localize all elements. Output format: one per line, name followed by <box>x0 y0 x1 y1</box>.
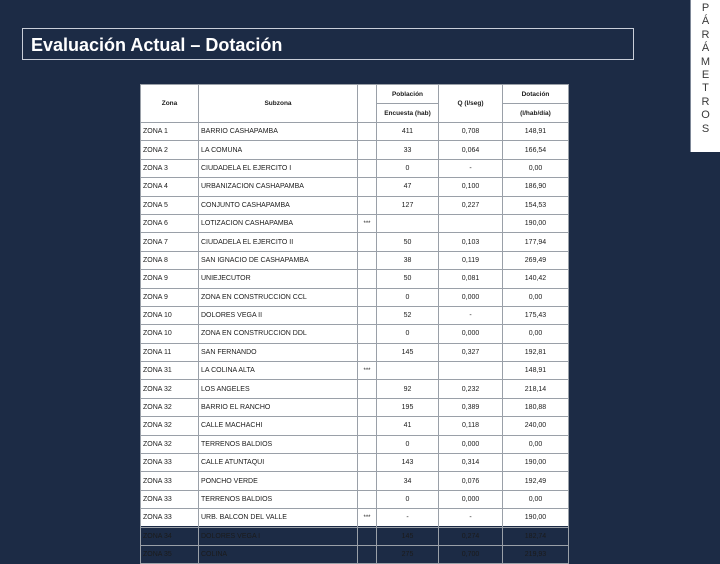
row-poblacion: 145 <box>377 527 439 545</box>
row-subzona: URBANIZACION CASHAPAMBA <box>199 178 358 196</box>
row-subzona: ZONA EN CONSTRUCCION DDL <box>199 325 358 343</box>
row-q: 0,100 <box>439 178 503 196</box>
row-poblacion: 411 <box>377 123 439 141</box>
table-row <box>141 472 569 490</box>
side-tab-letter: O <box>701 109 710 122</box>
row-mark: *** <box>358 509 377 527</box>
parametros-side-tab[interactable] <box>690 0 720 152</box>
row-poblacion: 0 <box>377 325 439 343</box>
table-row <box>141 417 569 435</box>
row-subzona: BARRIO CASHAPAMBA <box>199 123 358 141</box>
row-zona: ZONA 33 <box>141 509 199 527</box>
row-subzona: ZONA EN CONSTRUCCION CCL <box>199 288 358 306</box>
row-q: 0,327 <box>439 343 503 361</box>
header-poblacion-sub: Encuesta (hab) <box>377 104 439 123</box>
row-mark <box>358 490 377 508</box>
row-mark <box>358 527 377 545</box>
row-zona: ZONA 33 <box>141 454 199 472</box>
table-row <box>141 435 569 453</box>
row-zona: ZONA 31 <box>141 362 199 380</box>
row-poblacion: 47 <box>377 178 439 196</box>
row-mark <box>358 196 377 214</box>
table-row <box>141 490 569 508</box>
row-poblacion: - <box>377 509 439 527</box>
row-q: 0,000 <box>439 325 503 343</box>
row-dotacion: 218,14 <box>503 380 569 398</box>
row-zona: ZONA 9 <box>141 288 199 306</box>
row-dotacion: 269,49 <box>503 251 569 269</box>
row-poblacion: 50 <box>377 270 439 288</box>
table-row <box>141 509 569 527</box>
row-dotacion: 175,43 <box>503 306 569 324</box>
row-mark <box>358 417 377 435</box>
row-dotacion: 186,90 <box>503 178 569 196</box>
table-row <box>141 214 569 232</box>
row-poblacion: 143 <box>377 454 439 472</box>
row-dotacion: 190,00 <box>503 454 569 472</box>
row-zona: ZONA 6 <box>141 214 199 232</box>
row-mark <box>358 398 377 416</box>
table-row <box>141 178 569 196</box>
header-subzona: Subzona <box>199 85 358 123</box>
row-subzona: CALLE ATUNTAQUI <box>199 454 358 472</box>
row-zona: ZONA 34 <box>141 527 199 545</box>
row-poblacion: 0 <box>377 490 439 508</box>
row-zona: ZONA 9 <box>141 270 199 288</box>
row-zona: ZONA 32 <box>141 435 199 453</box>
table-row <box>141 306 569 324</box>
row-dotacion: 177,94 <box>503 233 569 251</box>
row-subzona: CIUDADELA EL EJERCITO I <box>199 159 358 177</box>
row-zona: ZONA 4 <box>141 178 199 196</box>
row-mark: *** <box>358 362 377 380</box>
table-row <box>141 398 569 416</box>
header-poblacion: Población <box>377 85 439 104</box>
row-q: 0,274 <box>439 527 503 545</box>
row-zona: ZONA 2 <box>141 141 199 159</box>
row-zona: ZONA 33 <box>141 490 199 508</box>
row-poblacion: 0 <box>377 288 439 306</box>
row-mark <box>358 141 377 159</box>
row-poblacion: 33 <box>377 141 439 159</box>
row-subzona: TERRENOS BALDIOS <box>199 490 358 508</box>
row-zona: ZONA 32 <box>141 398 199 416</box>
header-zona: Zona <box>141 85 199 123</box>
row-q: 0,700 <box>439 545 503 563</box>
row-poblacion <box>377 214 439 232</box>
row-subzona: CALLE MACHACHI <box>199 417 358 435</box>
row-zona: ZONA 32 <box>141 417 199 435</box>
side-tab-letter: T <box>702 82 709 95</box>
row-q: 0,081 <box>439 270 503 288</box>
row-dotacion: 182,74 <box>503 527 569 545</box>
row-zona: ZONA 35 <box>141 545 199 563</box>
row-q: 0,227 <box>439 196 503 214</box>
row-zona: ZONA 5 <box>141 196 199 214</box>
dotacion-table <box>140 84 569 564</box>
row-subzona: PONCHO VERDE <box>199 472 358 490</box>
table-row <box>141 270 569 288</box>
row-dotacion: 192,81 <box>503 343 569 361</box>
row-subzona: CIUDADELA EL EJERCITO II <box>199 233 358 251</box>
row-poblacion: 52 <box>377 306 439 324</box>
row-mark <box>358 270 377 288</box>
row-subzona: SAN IGNACIO DE CASHAPAMBA <box>199 251 358 269</box>
table-row <box>141 159 569 177</box>
row-poblacion: 0 <box>377 159 439 177</box>
row-q: 0,000 <box>439 288 503 306</box>
row-dotacion: 0,00 <box>503 288 569 306</box>
row-poblacion: 127 <box>377 196 439 214</box>
row-q: - <box>439 306 503 324</box>
row-poblacion: 92 <box>377 380 439 398</box>
side-tab-letter: R <box>701 28 710 41</box>
row-poblacion <box>377 362 439 380</box>
row-zona: ZONA 3 <box>141 159 199 177</box>
row-mark: *** <box>358 214 377 232</box>
row-dotacion: 190,00 <box>503 509 569 527</box>
row-dotacion: 0,00 <box>503 490 569 508</box>
row-q: 0,389 <box>439 398 503 416</box>
row-q: 0,103 <box>439 233 503 251</box>
row-q: 0,076 <box>439 472 503 490</box>
row-dotacion: 219,93 <box>503 545 569 563</box>
row-subzona: LOS ANGELES <box>199 380 358 398</box>
row-subzona: UNIEJECUTOR <box>199 270 358 288</box>
table-row <box>141 251 569 269</box>
table-row <box>141 196 569 214</box>
table-row <box>141 527 569 545</box>
row-poblacion: 0 <box>377 435 439 453</box>
row-subzona: LA COLINA ALTA <box>199 362 358 380</box>
header-dotacion-sub: (l/hab/día) <box>503 104 569 123</box>
row-poblacion: 145 <box>377 343 439 361</box>
row-q: - <box>439 509 503 527</box>
row-dotacion: 0,00 <box>503 435 569 453</box>
row-mark <box>358 233 377 251</box>
table-row <box>141 325 569 343</box>
header-mark <box>358 85 377 123</box>
side-tab-letter: Á <box>701 15 710 28</box>
row-zona: ZONA 7 <box>141 233 199 251</box>
side-tab-letter: R <box>701 95 710 108</box>
row-q <box>439 362 503 380</box>
row-subzona: DOLORES VEGA I <box>199 527 358 545</box>
table-row <box>141 288 569 306</box>
row-mark <box>358 343 377 361</box>
row-dotacion: 180,88 <box>503 398 569 416</box>
row-poblacion: 41 <box>377 417 439 435</box>
row-q: 0,314 <box>439 454 503 472</box>
row-poblacion: 275 <box>377 545 439 563</box>
slide-title: Evaluación Actual – Dotación <box>31 35 283 55</box>
side-tab-letter: S <box>701 122 710 135</box>
row-mark <box>358 251 377 269</box>
row-subzona: TERRENOS BALDIOS <box>199 435 358 453</box>
row-zona: ZONA 8 <box>141 251 199 269</box>
row-poblacion: 38 <box>377 251 439 269</box>
row-subzona: LA COMUNA <box>199 141 358 159</box>
dotacion-table-image <box>140 84 568 559</box>
row-q: 0,118 <box>439 417 503 435</box>
row-dotacion: 154,53 <box>503 196 569 214</box>
row-poblacion: 34 <box>377 472 439 490</box>
row-mark <box>358 123 377 141</box>
row-q: 0,064 <box>439 141 503 159</box>
row-q <box>439 214 503 232</box>
row-zona: ZONA 1 <box>141 123 199 141</box>
row-poblacion: 50 <box>377 233 439 251</box>
row-q: 0,000 <box>439 490 503 508</box>
row-mark <box>358 159 377 177</box>
header-q: Q (l/seg) <box>439 85 503 123</box>
table-row <box>141 380 569 398</box>
table-row <box>141 123 569 141</box>
row-zona: ZONA 10 <box>141 306 199 324</box>
row-subzona: URB. BALCON DEL VALLE <box>199 509 358 527</box>
table-row <box>141 454 569 472</box>
row-mark <box>358 380 377 398</box>
row-mark <box>358 454 377 472</box>
row-dotacion: 240,00 <box>503 417 569 435</box>
row-subzona: CONJUNTO CASHAPAMBA <box>199 196 358 214</box>
row-q: 0,232 <box>439 380 503 398</box>
row-mark <box>358 545 377 563</box>
row-dotacion: 148,91 <box>503 362 569 380</box>
row-dotacion: 148,91 <box>503 123 569 141</box>
row-subzona: LOTIZACION CASHAPAMBA <box>199 214 358 232</box>
title-box <box>22 28 634 60</box>
row-subzona: SAN FERNANDO <box>199 343 358 361</box>
row-mark <box>358 472 377 490</box>
row-mark <box>358 435 377 453</box>
table-row <box>141 141 569 159</box>
row-subzona: BARRIO EL RANCHO <box>199 398 358 416</box>
table-row <box>141 545 569 563</box>
side-tab-letter: M <box>700 55 711 68</box>
side-tab-letter: Á <box>701 42 710 55</box>
table-row <box>141 362 569 380</box>
table-body <box>141 123 569 564</box>
row-dotacion: 0,00 <box>503 159 569 177</box>
row-mark <box>358 325 377 343</box>
table-row <box>141 343 569 361</box>
row-zona: ZONA 33 <box>141 472 199 490</box>
row-dotacion: 166,54 <box>503 141 569 159</box>
row-q: 0,000 <box>439 435 503 453</box>
side-tab-letter: E <box>701 69 710 82</box>
row-dotacion: 190,00 <box>503 214 569 232</box>
row-zona: ZONA 11 <box>141 343 199 361</box>
row-subzona: COLINA <box>199 545 358 563</box>
row-mark <box>358 178 377 196</box>
row-subzona: DOLORES VEGA II <box>199 306 358 324</box>
row-zona: ZONA 10 <box>141 325 199 343</box>
row-q: 0,708 <box>439 123 503 141</box>
row-q: - <box>439 159 503 177</box>
row-dotacion: 0,00 <box>503 325 569 343</box>
row-zona: ZONA 32 <box>141 380 199 398</box>
row-dotacion: 192,49 <box>503 472 569 490</box>
header-dotacion: Dotación <box>503 85 569 104</box>
row-q: 0,119 <box>439 251 503 269</box>
side-tab-letters <box>691 0 720 136</box>
row-mark <box>358 306 377 324</box>
side-tab-letter: P <box>701 2 710 14</box>
table-row <box>141 233 569 251</box>
row-mark <box>358 288 377 306</box>
row-poblacion: 195 <box>377 398 439 416</box>
row-dotacion: 140,42 <box>503 270 569 288</box>
